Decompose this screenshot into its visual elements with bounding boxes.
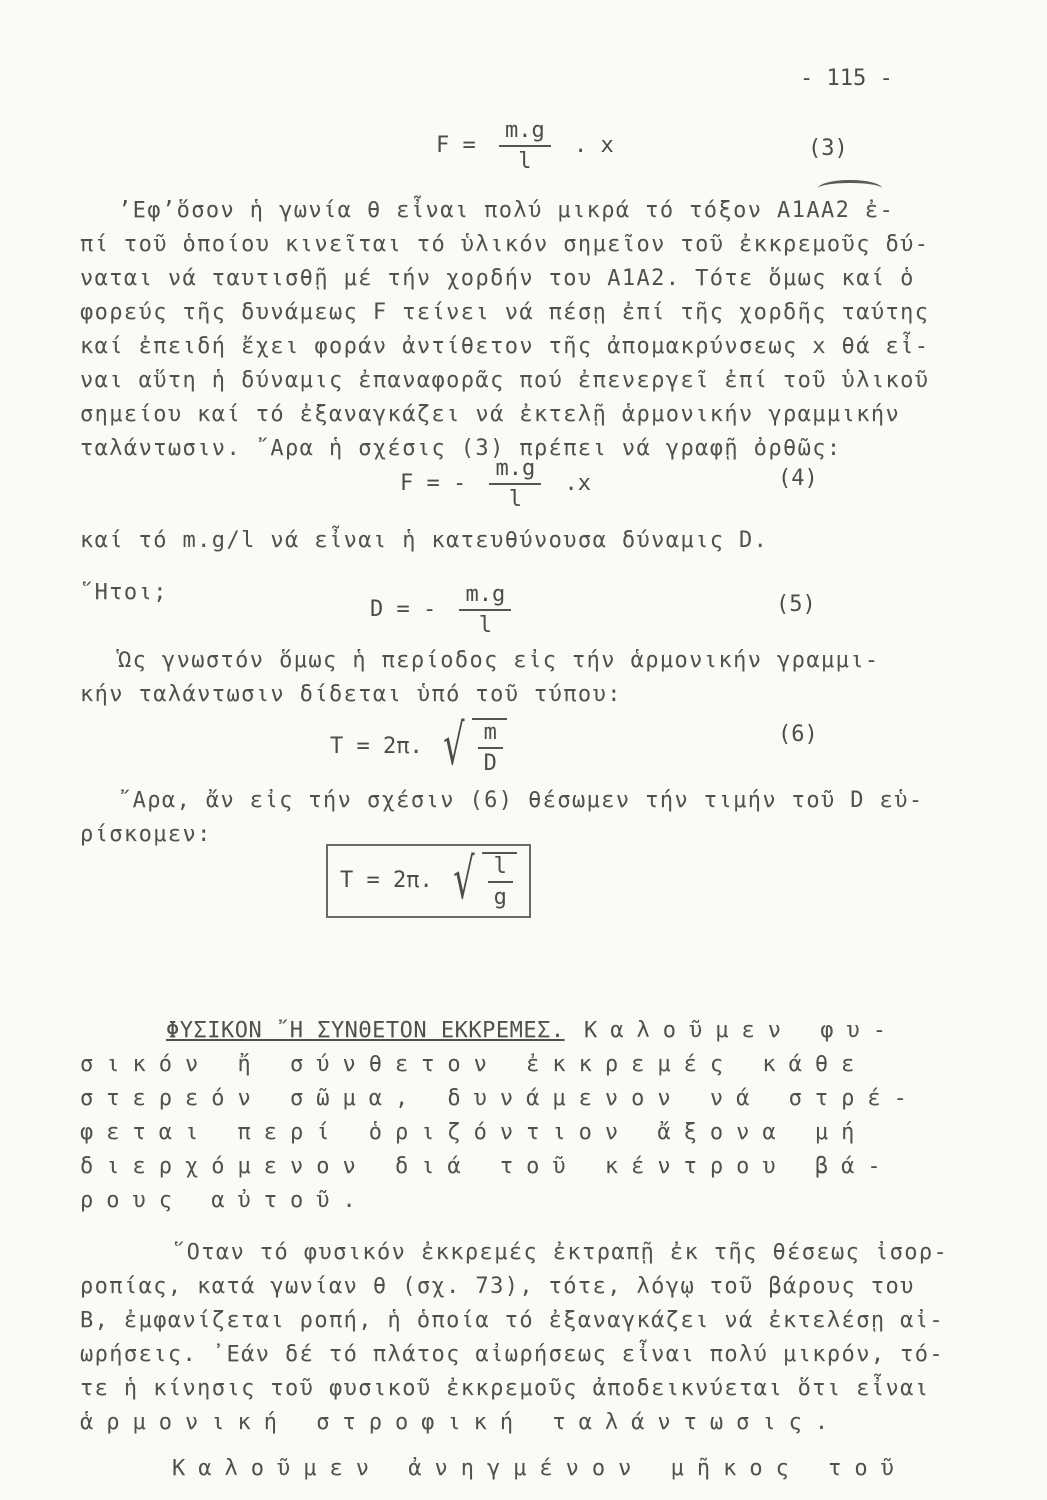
last-line: Καλοῦμεν ἀνηγμένον μῆκος τοῦ bbox=[172, 1456, 907, 1481]
eq4-lhs: F = - bbox=[400, 471, 467, 496]
eq3-tail: . x bbox=[574, 133, 614, 158]
sqrt-icon: √ bbox=[453, 847, 475, 912]
definition-line-6: ρους αὐτοῦ. bbox=[80, 1188, 369, 1213]
eq5-denominator: l bbox=[478, 613, 492, 638]
definition-line-2: σικόν ἤ σύνθετον ἐκκρεμές κάθε bbox=[80, 1052, 868, 1077]
eq7-lhs: T = 2π. bbox=[340, 868, 433, 893]
equation-5 bbox=[370, 582, 521, 638]
equation-4 bbox=[400, 456, 591, 512]
para4-line-5: τε ἡ κίνησις τοῦ φυσικοῦ ἐκκρεμοῦς ἀποδεικνύεται ὅτι εἶναι bbox=[80, 1376, 930, 1401]
page-number: - 115 - bbox=[800, 66, 893, 91]
eq6-lhs: T = 2π. bbox=[330, 734, 423, 759]
definition-line-3: στερεόν σῶμα, δυνάμενον νά στρέ- bbox=[80, 1086, 920, 1111]
eq7-fraction bbox=[488, 854, 513, 910]
arc-symbol bbox=[818, 180, 882, 197]
para2-line-2: κήν ταλάντωσιν δίδεται ὑπό τοῦ τύπου: bbox=[80, 682, 622, 707]
eq4-tail: .x bbox=[564, 471, 591, 496]
definition-line-4: φεται περί ὁριζόντιον ἄξονα μή bbox=[80, 1120, 868, 1145]
boxed-period-formula bbox=[326, 844, 531, 918]
itoi-label: ῞Ητοι; bbox=[80, 580, 168, 605]
para4-line-4: ωρήσεις. ᾽Εάν δέ τό πλάτος αἰωρήσεως εἶναι πολύ μικρόν, τό- bbox=[80, 1342, 945, 1367]
para1-line-2: πί τοῦ ὁποίου κινεῖται τό ὑλικόν σημεῖον τοῦ ἐκκρεμοῦς δύ- bbox=[80, 232, 930, 257]
definition-line-1: Καλοῦμεν φυ- bbox=[584, 1018, 899, 1043]
eq3-lhs: F = bbox=[436, 133, 476, 158]
para1-line-4: φορεύς τῆς δυνάμεως F τείνει νά πέσῃ ἐπί τῆς χορδῆς ταύτης bbox=[80, 300, 930, 325]
sqrt-icon: √ bbox=[443, 713, 465, 778]
para1-line-7: σημείου καί τό ἐξαναγκάζει νά ἐκτελῇ ἁρμονικήν γραμμικήν bbox=[80, 402, 901, 427]
eq3-number: (3) bbox=[808, 136, 848, 161]
eq6-denominator: D bbox=[483, 751, 497, 776]
eq6-numerator: m bbox=[478, 720, 503, 749]
eq5-numerator: m.g bbox=[459, 582, 511, 611]
definition-line-5: διερχόμενον διά τοῦ κέντρου βά- bbox=[80, 1154, 894, 1179]
eq7-numerator: l bbox=[488, 854, 513, 883]
eq6-number: (6) bbox=[778, 722, 818, 747]
para1-line-1: ’Εφ’ὅσον ἡ γωνία θ εἶναι πολύ μικρά τό τόξον Α1ΑΑ2 ἐ- bbox=[118, 198, 895, 223]
eq5-number: (5) bbox=[776, 592, 816, 617]
eq4-fraction bbox=[489, 456, 541, 512]
section-title: ΦΥΣΙΚΟΝ ῎Η ΣΥΝΘΕΤΟΝ ΕΚΚΡΕΜΕΣ. bbox=[166, 1018, 565, 1043]
para3-line-1: ῎Αρα, ἄν εἰς τήν σχέσιν (6) θέσωμεν τήν τιμήν τοῦ D εὑ- bbox=[118, 788, 924, 813]
eq4-numerator: m.g bbox=[489, 456, 541, 485]
para1-line-8: ταλάντωσιν. ῎Αρα ἡ σχέσις (3) πρέπει νά γραφῇ ὀρθῶς: bbox=[80, 436, 842, 461]
eq3-denominator: l bbox=[518, 149, 532, 174]
para1-line-3: ναται νά ταυτισθῇ μέ τήν χορδήν του Α1Α2. Τότε ὅμως καί ὁ bbox=[80, 266, 915, 291]
para4-line-6: ἁρμονική στροφική ταλάντωσις. bbox=[80, 1410, 842, 1435]
eq3-fraction bbox=[499, 118, 551, 174]
eq4-denominator: l bbox=[508, 487, 522, 512]
equation-6 bbox=[330, 713, 507, 778]
eq5-lhs: D = - bbox=[370, 597, 437, 622]
para1-line-6: ναι αὕτη ἡ δύναμις ἐπαναφορᾶς πού ἐπενεργεῖ ἐπί τοῦ ὑλικοῦ bbox=[80, 368, 930, 393]
eq6-fraction bbox=[478, 720, 503, 776]
para2-line-1: Ὡς γνωστόν ὅμως ἡ περίοδος εἰς τήν ἁρμονικήν γραμμι- bbox=[118, 648, 880, 673]
eq4-number: (4) bbox=[778, 466, 818, 491]
eq7-denominator: g bbox=[493, 885, 507, 910]
para4-line-1: ῞Οταν τό φυσικόν ἐκκρεμές ἐκτραπῇ ἐκ τῆς θέσεως ἰσορ- bbox=[172, 1240, 949, 1265]
para4-line-2: ροπίας, κατά γωνίαν θ (σχ. 73), τότε, λόγῳ τοῦ βάρους του bbox=[80, 1274, 915, 1299]
eq3-numerator: m.g bbox=[499, 118, 551, 147]
para3-line-2: ρίσκομεν: bbox=[80, 822, 212, 847]
eq7-sqrt bbox=[446, 847, 517, 912]
para4-line-3: Β, ἐμφανίζεται ροπή, ἡ ὁποία τό ἐξαναγκάζει νά ἐκτελέσῃ αἰ- bbox=[80, 1308, 945, 1333]
para1-line-5: καί ἐπειδή ἔχει φοράν ἀντίθετον τῆς ἀπομακρύνσεως x θά εἶ- bbox=[80, 334, 930, 359]
eq6-sqrt bbox=[436, 713, 507, 778]
directing-force-line: καί τό m.g/l νά εἶναι ἡ κατευθύνουσα δύναμις D. bbox=[80, 528, 769, 553]
equation-3 bbox=[436, 118, 614, 174]
eq5-fraction bbox=[459, 582, 511, 638]
